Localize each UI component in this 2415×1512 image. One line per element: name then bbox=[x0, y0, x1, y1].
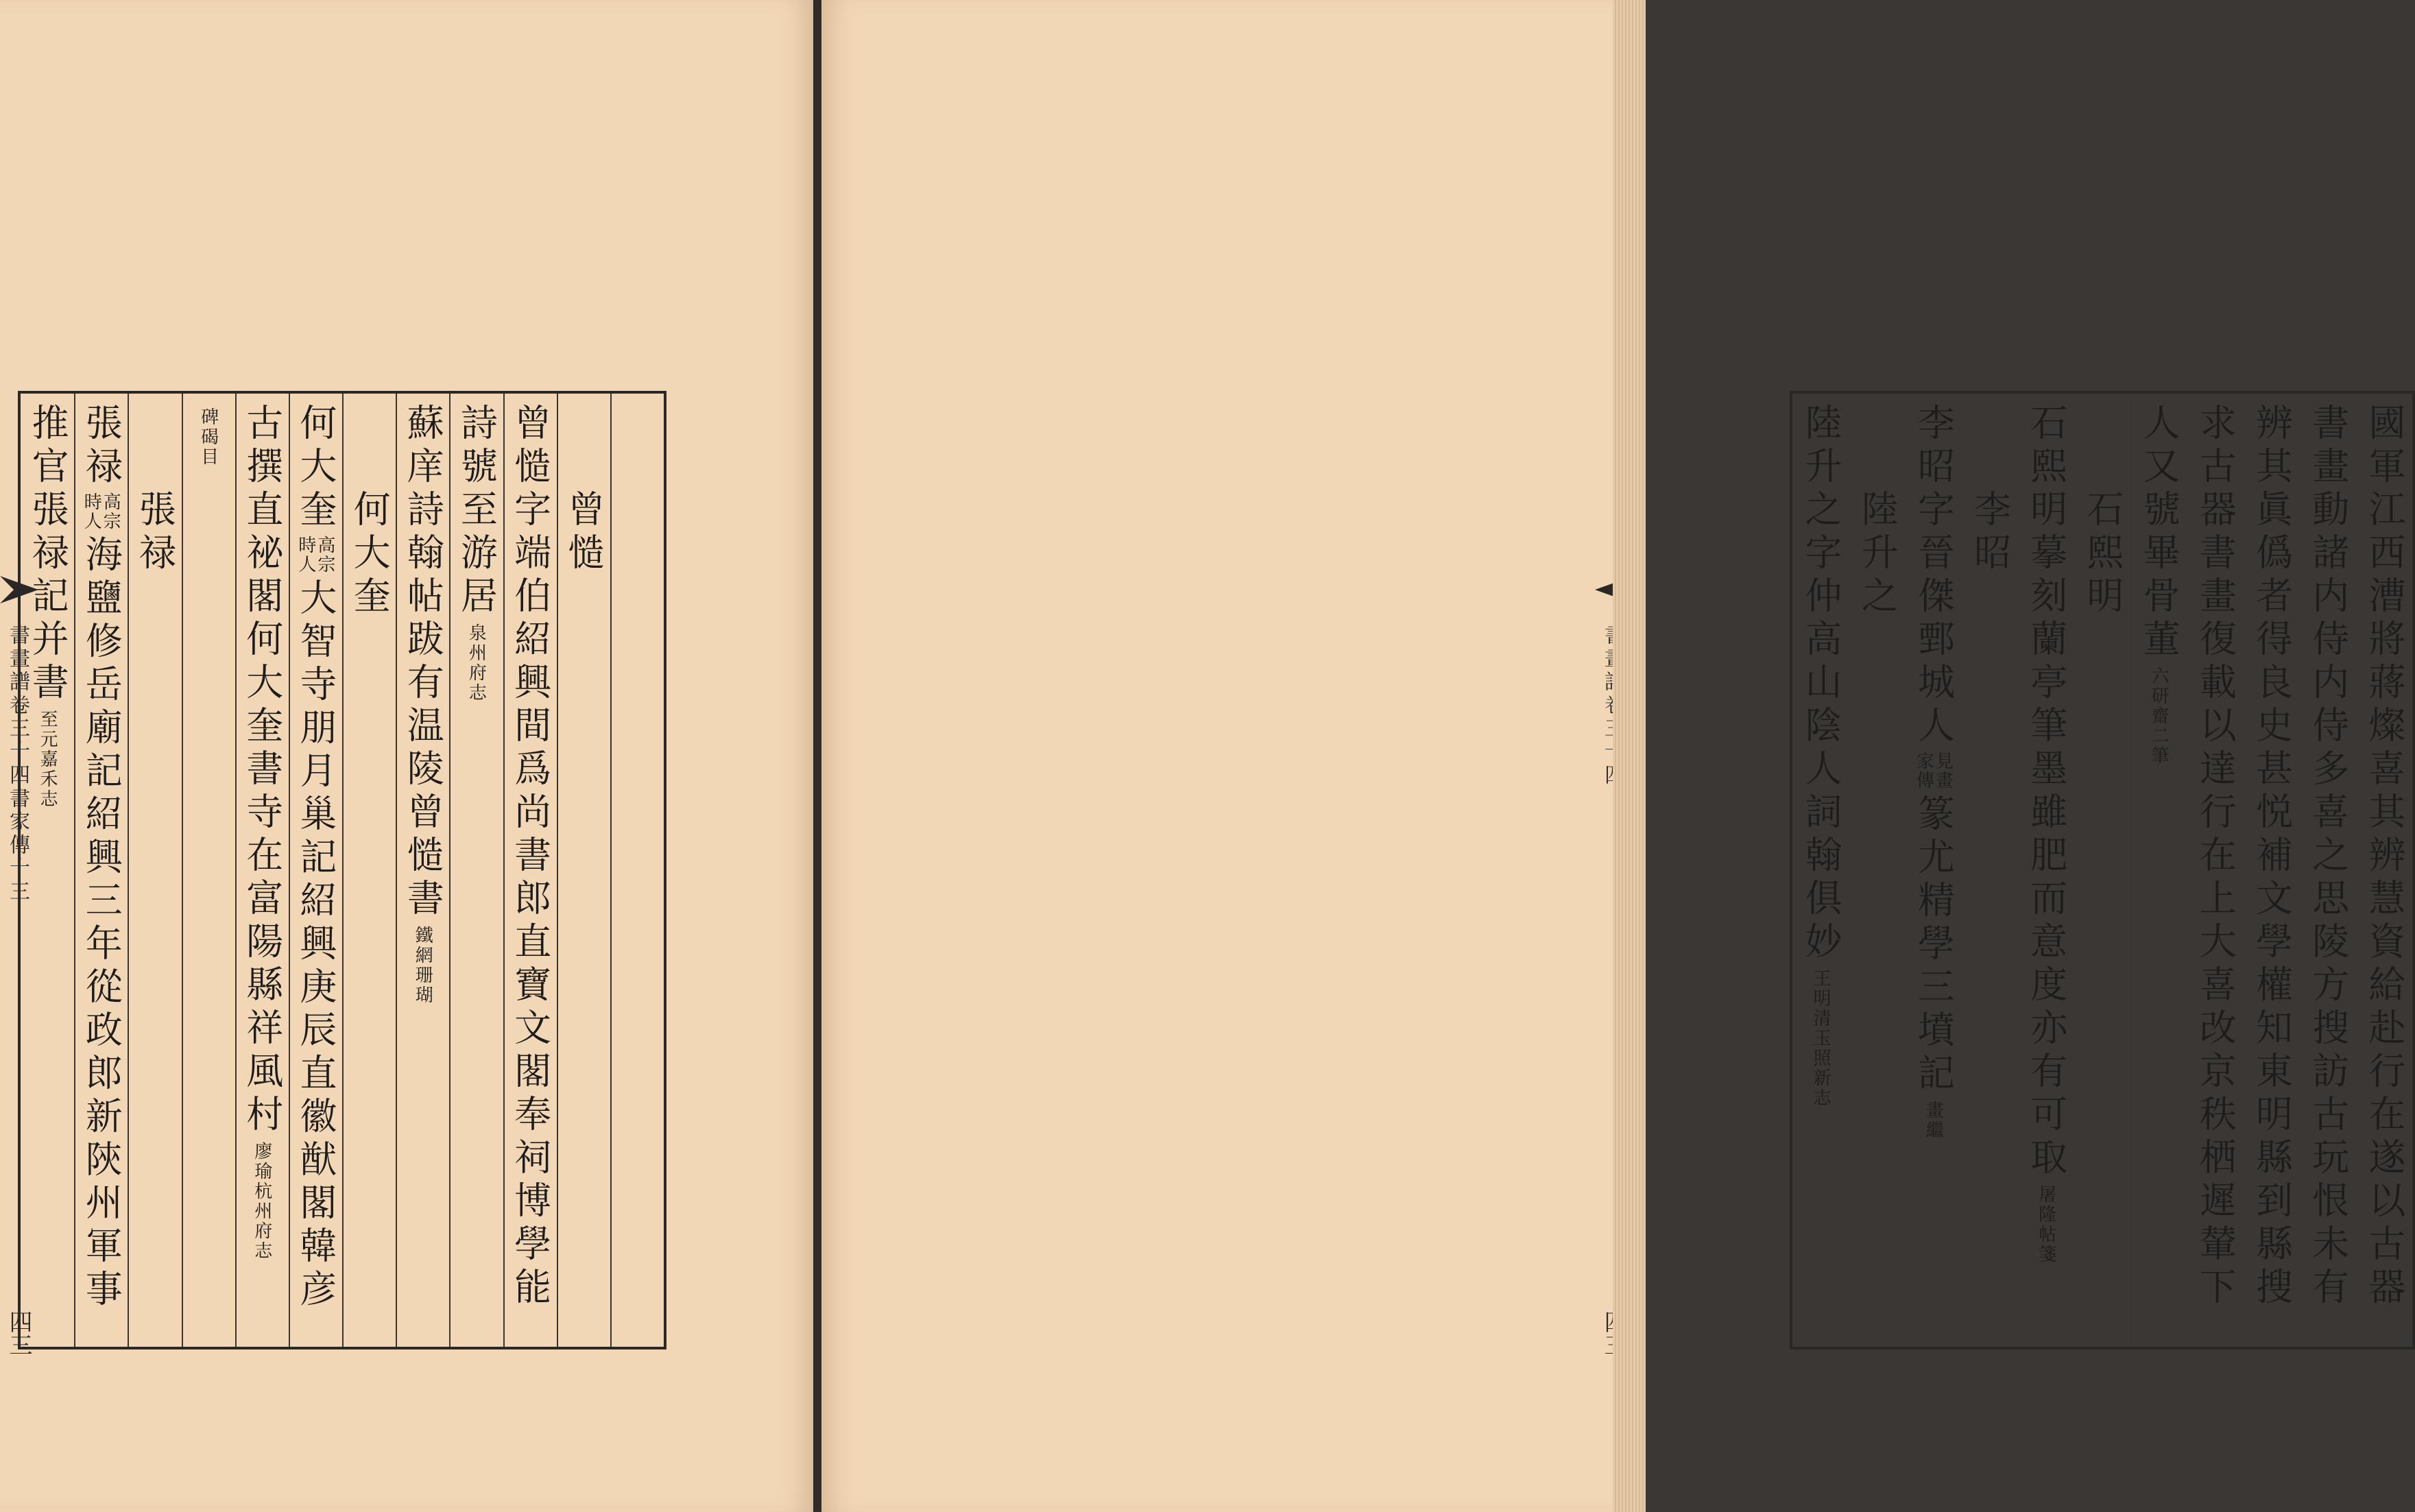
main-text-continued: 海鹽修岳廟記紹興三年從政郎新陝州軍事 bbox=[80, 535, 123, 1312]
main-text: 陸升之 bbox=[1855, 490, 1899, 619]
column-rule bbox=[2243, 394, 2244, 1347]
column-rule bbox=[2130, 394, 2132, 1347]
column-rule bbox=[449, 394, 450, 1347]
source-citation: 畫繼 bbox=[1923, 1101, 1944, 1140]
note-line: 家傳 bbox=[1913, 752, 1934, 790]
main-text: 何大奎 bbox=[348, 490, 392, 619]
main-text: 石熙明摹刻蘭亭筆墨雖肥而意度亦有可取 bbox=[2024, 403, 2068, 1181]
source-citation: 至元嘉禾志 bbox=[37, 710, 58, 809]
source-citation: 鐵網珊瑚 bbox=[412, 926, 433, 1005]
left-page bbox=[0, 0, 813, 1512]
double-line-note bbox=[297, 536, 334, 574]
text-column bbox=[557, 403, 610, 1337]
source-citation: 碑碣目 bbox=[197, 407, 219, 467]
text-column bbox=[2074, 403, 2130, 1337]
main-text-continued: 篆尤精學三墳記 bbox=[1912, 794, 1956, 1096]
text-column bbox=[396, 403, 449, 1337]
column-rule bbox=[128, 394, 129, 1347]
right-page bbox=[821, 0, 2406, 1512]
left-margin-title: 書畫譜卷三十四書家傳十三 bbox=[5, 624, 29, 904]
column-rule bbox=[610, 394, 612, 1347]
main-text-continued: 大智寺朋月巢記紹興庚辰直徽猷閣韓彦 bbox=[293, 578, 337, 1312]
column-rule bbox=[2187, 394, 2188, 1347]
text-column bbox=[74, 403, 128, 1337]
text-column bbox=[1905, 403, 1961, 1337]
column-rule bbox=[342, 394, 344, 1347]
text-column bbox=[182, 403, 235, 1337]
column-rule bbox=[503, 394, 505, 1347]
left-margin-page-number: 四三 bbox=[5, 1310, 32, 1356]
source-citation: 王明清玉照新志 bbox=[1810, 969, 1831, 1108]
text-column bbox=[503, 403, 557, 1337]
text-column bbox=[2243, 403, 2299, 1337]
main-text: 李昭字晉傑鄄城人 bbox=[1912, 403, 1956, 749]
main-text: 辨其眞僞者得良史甚悦補文學權知東明縣到縣搜 bbox=[2250, 403, 2294, 1310]
main-text: 何大奎 bbox=[293, 403, 337, 533]
main-text: 曾慥字端伯紹興間爲尚書郎直寶文閣奉祠博學能 bbox=[508, 403, 552, 1310]
main-text: 李昭 bbox=[1968, 490, 2012, 576]
column-rule bbox=[1905, 394, 1906, 1347]
text-column bbox=[1849, 403, 1905, 1337]
note-line: 高宗 bbox=[314, 536, 335, 574]
main-text: 人又號畢骨董 bbox=[2137, 403, 2181, 662]
main-text: 石熙明 bbox=[2080, 490, 2124, 619]
source-citation: 六研齋二筆 bbox=[2148, 667, 2170, 766]
text-column bbox=[128, 403, 181, 1337]
main-text: 曾慥 bbox=[562, 490, 605, 576]
note-line: 時人 bbox=[81, 492, 102, 531]
double-line-note bbox=[1913, 752, 1954, 790]
column-rule bbox=[557, 394, 558, 1347]
text-column bbox=[2300, 403, 2356, 1337]
column-rule bbox=[2356, 394, 2357, 1347]
column-rule bbox=[396, 394, 397, 1347]
text-column bbox=[342, 403, 396, 1337]
note-line: 見畫 bbox=[1932, 752, 1954, 790]
right-text-block bbox=[1790, 391, 2415, 1349]
note-line: 高宗 bbox=[100, 492, 121, 531]
column-rule bbox=[2074, 394, 2076, 1347]
text-column bbox=[21, 403, 74, 1337]
text-column bbox=[1962, 403, 2018, 1337]
text-column bbox=[2187, 403, 2243, 1337]
column-rule bbox=[235, 394, 237, 1347]
double-line-note bbox=[82, 492, 119, 531]
column-rule bbox=[74, 394, 75, 1347]
column-rule bbox=[2300, 394, 2301, 1347]
source-citation: 廖瑜杭州府志 bbox=[251, 1142, 272, 1261]
main-text: 張禄 bbox=[133, 490, 177, 576]
source-citation: 屠隆帖箋 bbox=[2035, 1185, 2056, 1264]
column-rule bbox=[289, 394, 290, 1347]
main-text: 蘇庠詩翰帖跋有温陵曾慥書 bbox=[401, 403, 445, 922]
text-column bbox=[610, 403, 664, 1337]
column-rule bbox=[1849, 394, 1850, 1347]
page-stack-edge bbox=[1613, 0, 1646, 1512]
book-gutter bbox=[813, 0, 821, 1512]
main-text: 陸升之字仲高山陰人詞翰俱妙 bbox=[1799, 403, 1843, 965]
column-rule bbox=[1962, 394, 1963, 1347]
text-column bbox=[2018, 403, 2074, 1337]
main-text: 推官張禄記并書 bbox=[26, 403, 70, 706]
text-column bbox=[235, 403, 289, 1337]
text-column bbox=[2356, 403, 2412, 1337]
source-citation: 泉州府志 bbox=[466, 623, 487, 703]
text-column bbox=[289, 403, 342, 1337]
left-text-block bbox=[18, 391, 666, 1349]
main-text: 古撰直祕閣何大奎書寺在富陽縣祥風村 bbox=[240, 403, 284, 1138]
column-rule bbox=[182, 394, 183, 1347]
main-text: 國軍江西漕將蔣燦喜其辨慧資給赴行在遂以古器 bbox=[2362, 403, 2406, 1310]
column-rule bbox=[2018, 394, 2019, 1347]
main-text: 書畫動諸内侍内侍多喜之思陵方搜訪古玩恨未有 bbox=[2306, 403, 2350, 1310]
text-column bbox=[2130, 403, 2187, 1337]
text-column bbox=[449, 403, 503, 1337]
text-column bbox=[1792, 403, 1849, 1337]
main-text: 求古器書畫復載以達行在上大喜改京秩栖遲輦下 bbox=[2194, 403, 2237, 1310]
main-text: 詩號至游居 bbox=[455, 403, 498, 619]
main-text: 張禄 bbox=[80, 403, 123, 490]
note-line: 時人 bbox=[295, 536, 316, 574]
